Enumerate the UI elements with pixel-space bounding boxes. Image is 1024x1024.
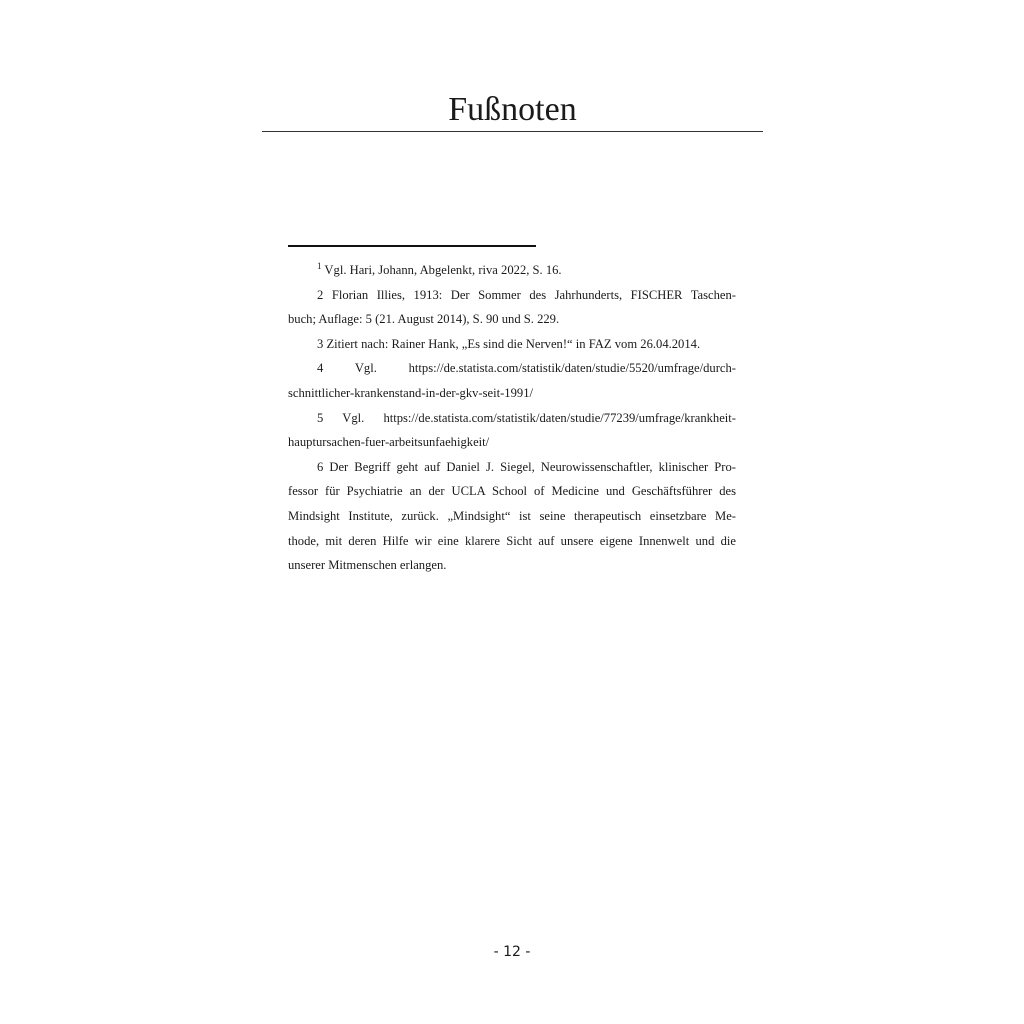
- footnote-4-line-1: [288, 356, 736, 381]
- title-underline: [262, 131, 763, 132]
- footnote-2-number: 2: [317, 287, 324, 302]
- footnote-5-number: 5: [317, 410, 324, 425]
- footnote-3-number: 3: [317, 336, 324, 351]
- footnote-separator: [288, 245, 536, 247]
- footnote-6-text-1: Der Begriff geht auf Daniel J. Siegel, Neurowissenschaftler, klinischer Pro-: [329, 459, 736, 474]
- footnote-6-line-5: unserer Mitmenschen erlangen.: [288, 558, 447, 573]
- footnote-1-text: Vgl. Hari, Johann, Abgelenkt, riva 2022, S. 16.: [324, 263, 562, 277]
- footnote-4-line-2: schnittlicher-krankenstand-in-der-gkv-seit-1991/: [288, 385, 533, 400]
- footnote-3-text-1: Zitiert nach: Rainer Hank, „Es sind die Nerven!“ in FAZ vom 26.04.2014.: [326, 336, 701, 351]
- footnote-2: [288, 283, 736, 332]
- footnote-3-line-1: [288, 332, 736, 357]
- footnote-2-line-2: buch; Auflage: 5 (21. August 2014), S. 90 und S. 229.: [288, 312, 560, 327]
- footnotes-list: [288, 258, 736, 578]
- footnote-6-line-1: [288, 455, 736, 480]
- footnote-3: [288, 332, 736, 357]
- footnote-5-line-2: hauptursachen-fuer-arbeitsunfaehigkeit/: [288, 435, 490, 450]
- footnote-2-line-1: [288, 283, 736, 308]
- footnote-5-line-1: [288, 406, 736, 431]
- footnote-4-text-1: Vgl. https://de.statista.com/statistik/daten/studie/5520/umfrage/durch-: [354, 361, 736, 376]
- page-title: Fußnoten: [448, 91, 577, 128]
- footnote-6-number: 6: [317, 459, 324, 474]
- footnote-6-line-3: Mindsight Institute, zurück. „Mindsight“ ist seine therapeutisch einsetzbare Me-: [288, 508, 736, 523]
- footnote-6-line-4: thode, mit deren Hilfe wir eine klarere Sicht auf unsere eigene Innenwelt und die: [288, 533, 736, 548]
- footnote-2-text-1: Florian Illies, 1913: Der Sommer des Jahrhunderts, FISCHER Taschen-: [331, 287, 736, 302]
- footnote-4: [288, 356, 736, 405]
- footnote-6-line-2: fessor für Psychiatrie an der UCLA School of Medicine und Geschäftsführer des: [288, 484, 736, 499]
- page-number: - 12 -: [493, 944, 531, 960]
- footnote-4-number: 4: [317, 361, 324, 376]
- footnote-5-text-1: Vgl. https://de.statista.com/statistik/daten/studie/77239/umfrage/krankheit-: [342, 410, 736, 425]
- footnote-1-number: 1: [317, 261, 322, 271]
- footnote-6: [288, 455, 736, 578]
- footnote-5: [288, 406, 736, 455]
- footnote-1: [288, 258, 736, 283]
